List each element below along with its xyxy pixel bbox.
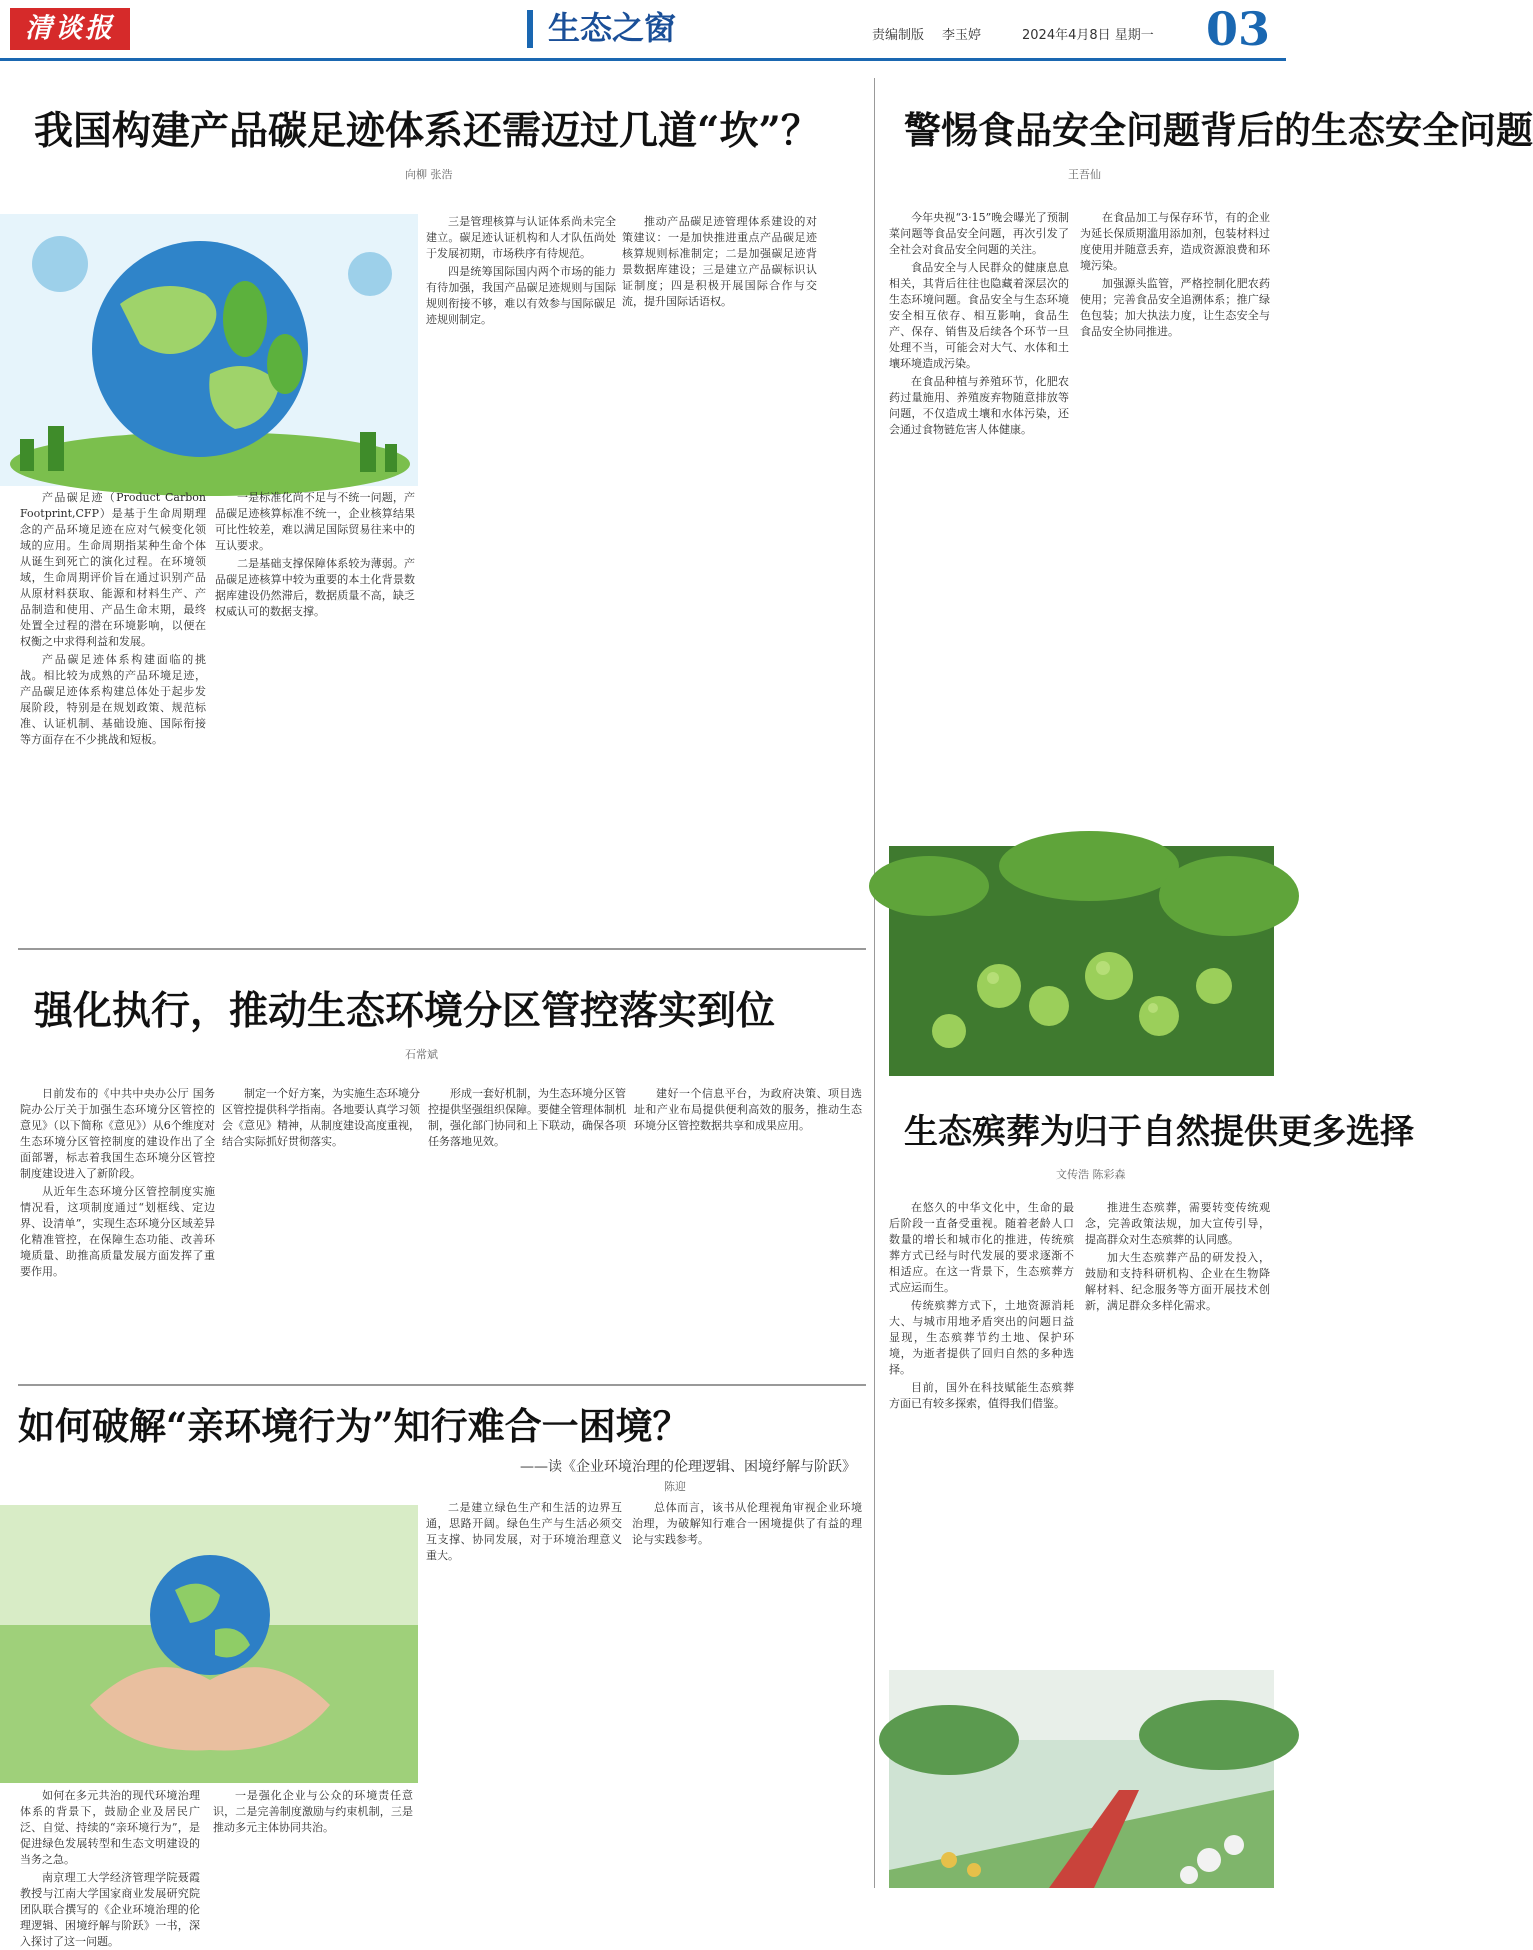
paragraph: 一是强化企业与公众的环境责任意识，二是完善制度激励与约束机制，三是推动多元主体协同共治。 (213, 1789, 413, 1834)
paragraph: 建好一个信息平台，为政府决策、项目选址和产业布局提供便利高效的服务，推动生态环境分区管控数据共享和成果应用。 (634, 1087, 862, 1132)
paragraph: 一是标准化尚不足与不统一问题，产品碳足迹核算标准不统一，企业核算结果可比性较差，难以满足国际贸易往来中的互认要求。 (215, 491, 415, 552)
article-5-column-2 (213, 1788, 413, 1888)
hands-globe-image (0, 1505, 418, 1783)
article-3-column-3 (428, 1086, 626, 1376)
article-5-subtitle: ——读《企业环境治理的伦理逻辑、困境纾解与阶跃》 (520, 1459, 856, 1475)
article-1-column-1 (20, 490, 206, 942)
rule (18, 948, 866, 950)
article-1-title: 我国构建产品碳足迹体系还需迈过几道“坎”？ (34, 108, 820, 154)
paragraph: 今年央视“3·15”晚会曝光了预制菜问题等食品安全问题，再次引发了全社会对食品安全问题的关注。 (889, 211, 1069, 256)
article-4-title: 生态殡葬为归于自然提供更多选择 (904, 1112, 1414, 1152)
article-4-column-2 (1085, 1200, 1270, 1660)
article-1-column-4 (622, 214, 817, 942)
article-5-title: 如何破解“亲环境行为”知行难合一困境？ (18, 1404, 690, 1448)
article-2-title: 警惕食品安全问题背后的生态安全问题 (904, 108, 1533, 152)
paragraph: 形成一套好机制，为生态环境分区管控提供坚强组织保障。要健全管理体制机制，强化部门协同和上下联动，确保各项任务落地见效。 (428, 1087, 626, 1148)
article-3-column-2 (222, 1086, 420, 1376)
editor-label: 责编制版 (872, 28, 925, 43)
paragraph: 如何在多元共治的现代环境治理体系的背景下，鼓励企业及居民广泛、自觉、持续的“亲环境行为”，是促进绿色发展转型和生态文明建设的当务之急。 (20, 1789, 200, 1866)
article-4-column-1 (889, 1200, 1074, 1660)
paragraph: 四是统筹国际国内两个市场的能力有待加强，我国产品碳足迹规则与国际规则衔接不够，难以有效参与国际碳足迹规则制定。 (426, 265, 616, 326)
paragraph: 在食品加工与保存环节，有的企业为延长保质期滥用添加剂，包装材料过度使用并随意丢弃，造成资源浪费和环境污染。 (1080, 211, 1270, 272)
section-title: 生态之窗 (548, 9, 677, 47)
paragraph: 总体而言，该书从伦理视角审视企业环境治理，为破解知行难合一困境提供了有益的理论与实践参考。 (632, 1501, 862, 1546)
passion-fruit-image (889, 846, 1274, 1076)
paragraph: 加大生态殡葬产品的研发投入，鼓励和支持科研机构、企业在生物降解材料、纪念服务等方面开展技术创新，满足群众多样化需求。 (1085, 1251, 1270, 1312)
paragraph: 三是管理核算与认证体系尚未完全建立。碳足迹认证机构和人才队伍尚处于发展初期，市场秩序有待规范。 (426, 215, 616, 260)
article-3-column-4 (634, 1086, 862, 1376)
article-1-byline: 向柳 张浩 (405, 168, 453, 181)
paragraph: 产品碳足迹体系构建面临的挑战。相比较为成熟的产品环境足迹，产品碳足迹体系构建总体处于起步发展阶段，特别是在规划政策、规范标准、认证机制、基础设施、国际衔接等方面存在不少挑战和短板。 (20, 653, 206, 746)
section-bar (527, 10, 533, 48)
page-number: 03 (1206, 2, 1271, 56)
paragraph: 推进生态殡葬，需要转变传统观念，完善政策法规，加大宣传引导，提高群众对生态殡葬的认同感。 (1085, 1201, 1270, 1246)
article-1-column-3 (426, 214, 616, 942)
paragraph: 南京理工大学经济管理学院聂霞教授与江南大学国家商业发展研究院团队联合撰写的《企业环境治理的伦理逻辑、困境纾解与阶跃》一书，深入探讨了这一问题。 (20, 1871, 200, 1948)
paragraph: 日前发布的《中共中央办公厅 国务院办公厅关于加强生态环境分区管控的意见》（以下简称《意见》）从6个维度对生态环境分区管控制度的建设作出了全面部署，标志着我国生态环境分区管控制度建设进入了新阶段。 (20, 1087, 215, 1180)
article-3-column-1 (20, 1086, 215, 1376)
paragraph: 传统殡葬方式下，土地资源消耗大、与城市用地矛盾突出的问题日益显现，生态殡葬节约土地、保护环境，为逝者提供了回归自然的多种选择。 (889, 1299, 1074, 1376)
paragraph: 食品安全与人民群众的健康息息相关，其背后往往也隐藏着深层次的生态环境问题。食品安全与生态环境安全相互依存、相互影响，食品生产、保存、销售及后续各个环节一旦处理不当，可能会对大气、水体和土壤环境造成污染。 (889, 261, 1069, 370)
editor-name: 李玉婷 (942, 28, 982, 43)
paragraph: 二是建立绿色生产和生活的边界互通，思路开阔。绿色生产与生活必须交互支撑、协同发展，对于环境治理意义重大。 (426, 1501, 622, 1562)
rule (18, 1384, 866, 1386)
article-4-byline: 文传浩 陈彩森 (1056, 1168, 1126, 1181)
article-5-column-1 (20, 1788, 200, 1948)
article-2-byline: 王吾仙 (1068, 168, 1101, 181)
paragraph: 在食品种植与养殖环节，化肥农药过量施用、养殖废弃物随意排放等问题，不仅造成土壤和水体污染，还会通过食物链危害人体健康。 (889, 375, 1069, 436)
article-3-byline: 石常斌 (405, 1048, 438, 1061)
paragraph: 在悠久的中华文化中，生命的最后阶段一直备受重视。随着老龄人口数量的增长和城市化的推进，传统殡葬方式已经与时代发展的要求逐渐不相适应。在这一背景下，生态殡葬方式应运而生。 (889, 1201, 1074, 1294)
article-2-column-1 (889, 210, 1069, 842)
paragraph: 二是基础支撑保障体系较为薄弱。产品碳足迹核算中较为重要的本土化背景数据库建设仍然滞后，数据质量不高，缺乏权威认可的数据支撑。 (215, 557, 415, 618)
cemetery-park-image (889, 1670, 1274, 1888)
newspaper-logo: 清谈报 (10, 8, 130, 50)
paragraph: 产品碳足迹（Product Carbon Footprint,CFP）是基于生命周期理念的产品环境足迹在应对气候变化领域的应用。生命周期指某种生命个体从诞生到死亡的演化过程。在环境领域，生命周期评价旨在通过识别产品从原材料获取、能源和材料生产、产品制造和使用、产品生命末期，最终处置全过程的潜在环境影响，以便在权衡之中求得利益和发展。 (20, 491, 206, 648)
masthead (0, 0, 1286, 61)
article-5-column-3 (426, 1500, 622, 1888)
paragraph: 制定一个好方案，为实施生态环境分区管控提供科学指南。各地要认真学习领会《意见》精神，从制度建设高度重视，结合实际抓好贯彻落实。 (222, 1087, 420, 1148)
article-5-column-4 (632, 1500, 862, 1888)
issue-date: 2024年4月8日 星期一 (1022, 28, 1154, 43)
paragraph: 从近年生态环境分区管控制度实施情况看，这项制度通过“划框线、定边界、设清单”，实现生态环境分区域差异化精准管控，在保障生态功能、改善环境质量、助推高质量发展方面发挥了重要作用。 (20, 1185, 215, 1278)
article-1-column-2 (215, 490, 415, 942)
column-divider (874, 78, 875, 1888)
article-2-column-2 (1080, 210, 1270, 842)
paragraph: 目前，国外在科技赋能生态殡葬方面已有较多探索，值得我们借鉴。 (889, 1381, 1074, 1410)
article-3-title: 强化执行，推动生态环境分区管控落实到位 (34, 988, 776, 1034)
paragraph: 推动产品碳足迹管理体系建设的对策建议：一是加快推进重点产品碳足迹核算规则标准制定；二是加强碳足迹背景数据库建设；三是建立产品碳标识认证制度；四是积极开展国际合作与交流，提升国际话语权。 (622, 215, 817, 308)
earth-footprint-image (0, 214, 418, 486)
article-5-byline: 陈迎 (664, 1480, 686, 1493)
paragraph: 加强源头监管，严格控制化肥农药使用；完善食品安全追溯体系；推广绿色包装；加大执法力度，让生态安全与食品安全协同推进。 (1080, 277, 1270, 338)
